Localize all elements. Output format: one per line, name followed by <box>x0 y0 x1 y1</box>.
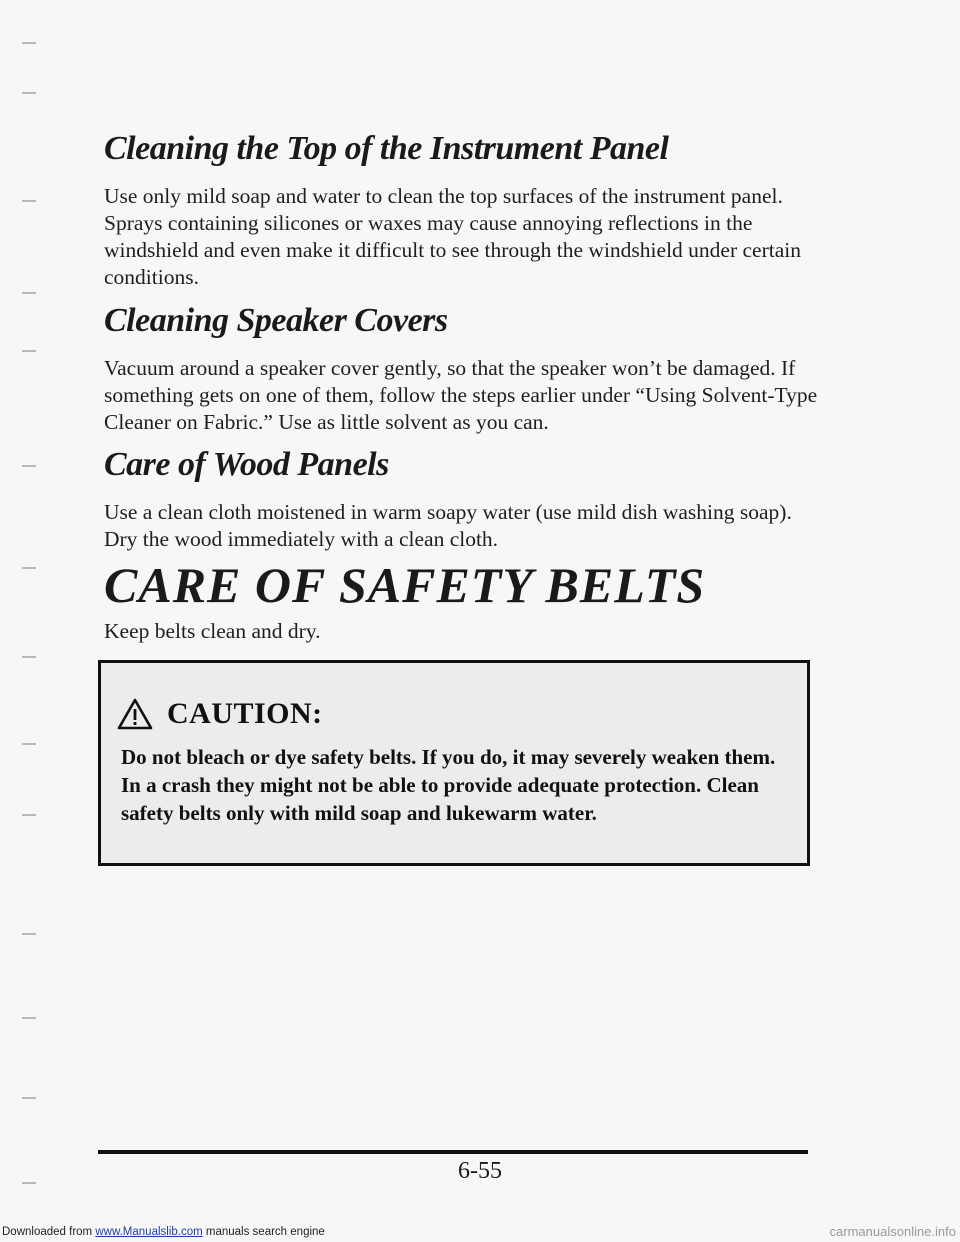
section-body-instrument-panel: Use only mild soap and water to clean the top surfaces of the instrument panel. Sprays containing silicones or waxes may cause annoying reflections in the windshield and even make it difficult to see through the windshield under certain conditions. <box>104 184 801 289</box>
section-body-wood-panels: Use a clean cloth moistened in warm soapy water (use mild dish washing soap). Dry the wood immediately with a clean cloth. <box>104 500 792 551</box>
margin-mark <box>22 1017 36 1019</box>
footer-rule <box>98 1150 808 1154</box>
margin-mark <box>22 567 36 569</box>
section-body-speaker-covers: Vacuum around a speaker cover gently, so that the speaker won’t be damaged. If something gets on one of them, follow the steps earlier under “Using Solvent-Type Cleaner on Fabric.” Use as little solvent as you can. <box>104 356 818 434</box>
section-heading-wood-panels: Care of Wood Panels <box>104 446 389 483</box>
watermark: carmanualsonline.info <box>829 1224 956 1239</box>
caution-text: Do not bleach or dye safety belts. If you do, it may severely weaken them. In a crash they might not be able to provide adequate protection. Clean safety belts only with mild soap and lukewarm water. <box>121 745 776 825</box>
download-banner <box>2 1226 325 1238</box>
section-heading-speaker-covers: Cleaning Speaker Covers <box>104 302 448 339</box>
margin-mark <box>22 92 36 94</box>
download-suffix: manuals search engine <box>202 1226 325 1238</box>
caution-box <box>98 660 810 866</box>
caution-header <box>117 697 323 731</box>
warning-triangle-icon <box>117 698 153 730</box>
margin-mark <box>22 465 36 467</box>
margin-mark <box>22 656 36 658</box>
caution-label: CAUTION: <box>167 697 323 730</box>
page-title-safety-belts: CARE OF SAFETY BELTS <box>104 557 706 613</box>
margin-mark <box>22 743 36 745</box>
download-prefix: Downloaded from <box>2 1226 96 1238</box>
margin-mark <box>22 42 36 44</box>
section-heading-instrument-panel: Cleaning the Top of the Instrument Panel <box>104 130 669 167</box>
manualslib-link[interactable]: www.Manualslib.com <box>95 1226 203 1238</box>
margin-mark <box>22 200 36 202</box>
margin-mark <box>22 933 36 935</box>
safety-intro: Keep belts clean and dry. <box>104 619 321 643</box>
page-number: 6-55 <box>458 1158 502 1184</box>
margin-mark <box>22 350 36 352</box>
margin-mark <box>22 292 36 294</box>
margin-mark <box>22 1097 36 1099</box>
margin-mark <box>22 814 36 816</box>
